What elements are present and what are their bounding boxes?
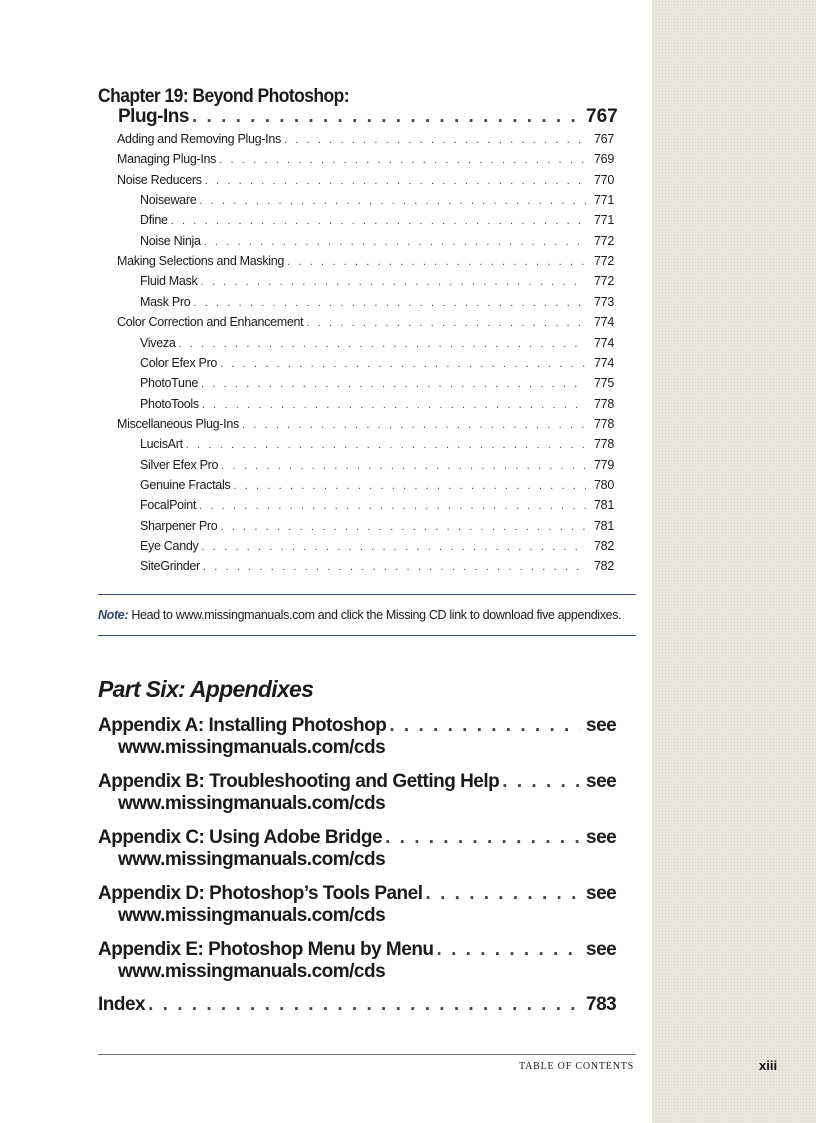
leader-dots (221, 460, 586, 472)
leader-dots (202, 399, 586, 411)
entry-page: 778 (594, 437, 614, 452)
note-callout (98, 608, 621, 622)
entry-page: 774 (594, 355, 614, 370)
entry-label: Miscellaneous Plug-Ins (117, 416, 239, 431)
subsection-entry[interactable] (98, 234, 614, 248)
appendix-url[interactable]: www.missingmanuals.com/cds (118, 737, 386, 758)
section-entry[interactable] (98, 132, 614, 146)
entry-label: Mask Pro (140, 294, 191, 309)
entry-label: SiteGrinder (140, 559, 200, 574)
entry-label: Sharpener Pro (140, 518, 218, 533)
entry-page: 772 (594, 233, 614, 248)
appendix-page: see (586, 715, 617, 736)
subsection-entry[interactable] (98, 437, 614, 451)
section-entry[interactable] (98, 173, 614, 187)
entry-label: Eye Candy (140, 539, 199, 553)
subsection-entry[interactable] (98, 539, 614, 553)
section-entry[interactable] (98, 254, 614, 268)
leader-dots (233, 480, 586, 492)
entry-label: Managing Plug-Ins (117, 152, 217, 167)
appendix-label: Appendix C: Using Adobe Bridge (98, 827, 383, 848)
entry-page: 779 (594, 457, 614, 472)
chapter-entry-label: Plug-Ins (118, 106, 189, 127)
section-entry[interactable] (98, 152, 614, 166)
appendix-page: see (586, 883, 617, 904)
subsection-entry[interactable] (98, 458, 614, 472)
entry-page: 772 (594, 274, 614, 289)
section-entry[interactable] (98, 315, 614, 329)
entry-page: 774 (594, 335, 614, 350)
entry-page: 767 (594, 132, 614, 146)
page-margin-panel (652, 0, 816, 1123)
subsection-entry[interactable] (98, 193, 614, 207)
appendix-url[interactable]: www.missingmanuals.com/cds (118, 793, 386, 814)
note-rule-bottom (98, 635, 636, 636)
index-entry[interactable] (98, 994, 617, 1016)
appendix-url[interactable]: www.missingmanuals.com/cds (118, 905, 386, 926)
appendix-entry[interactable] (98, 715, 617, 737)
leader-dots (199, 500, 586, 512)
entry-label: Noiseware (140, 193, 197, 208)
appendix-entry[interactable] (98, 771, 617, 793)
leader-dots (385, 827, 580, 849)
entry-label: Adding and Removing Plug-Ins (117, 132, 281, 146)
leader-dots (426, 883, 580, 905)
running-footer: TABLE OF CONTENTS (518, 1061, 634, 1072)
page-number: xiii (759, 1058, 778, 1073)
subsection-entry[interactable] (98, 295, 614, 309)
entry-page: 781 (594, 518, 614, 533)
index-entry-page: 783 (586, 994, 617, 1015)
leader-dots (220, 521, 586, 533)
entry-page: 770 (594, 172, 614, 187)
chapter-entry[interactable] (98, 106, 618, 128)
appendix-label: Appendix D: Photoshop’s Tools Panel (98, 883, 423, 904)
entry-label: PhotoTune (140, 376, 198, 391)
entry-page: 769 (594, 152, 614, 167)
entry-page: 773 (594, 294, 614, 309)
subsection-entry[interactable] (98, 478, 614, 492)
subsection-entry[interactable] (98, 559, 614, 573)
leader-dots (220, 358, 586, 370)
leader-dots (284, 134, 586, 146)
subsection-entry[interactable] (98, 397, 614, 411)
leader-dots (201, 378, 586, 390)
appendix-entry[interactable] (98, 883, 617, 905)
entry-label: Color Correction and Enhancement (117, 315, 304, 330)
appendix-label: Appendix E: Photoshop Menu by Menu (98, 939, 434, 960)
footer-rule (98, 1054, 636, 1055)
note-label: Note: (98, 608, 129, 622)
appendix-url[interactable]: www.missingmanuals.com/cds (118, 849, 386, 870)
chapter-entry-page: 767 (586, 106, 618, 127)
leader-dots (205, 175, 586, 187)
entry-label: Dfine (140, 213, 168, 228)
leader-dots (199, 195, 586, 207)
appendix-page: see (586, 939, 617, 960)
entry-label: Color Efex Pro (140, 355, 218, 370)
appendix-page: see (586, 827, 617, 848)
entry-page: 778 (594, 416, 614, 431)
leader-dots (148, 994, 580, 1016)
appendix-label: Appendix A: Installing Photoshop (98, 715, 387, 736)
subsection-entry[interactable] (98, 376, 614, 390)
subsection-entry[interactable] (98, 498, 614, 512)
entry-label: LucisArt (140, 437, 183, 452)
leader-dots (287, 256, 586, 268)
leader-dots (203, 561, 586, 573)
leader-dots (179, 338, 587, 350)
appendix-page: see (586, 771, 617, 792)
note-rule-top (98, 594, 636, 595)
leader-dots (219, 154, 586, 166)
leader-dots (201, 541, 586, 553)
entry-label: Making Selections and Masking (117, 254, 285, 269)
appendix-label: Appendix B: Troubleshooting and Getting Help (98, 771, 500, 792)
leader-dots (389, 715, 580, 737)
leader-dots (502, 771, 580, 793)
appendix-entry[interactable] (98, 827, 617, 849)
appendix-entry[interactable] (98, 939, 617, 961)
chapter-title: Chapter 19: Beyond Photoshop: (98, 86, 350, 107)
subsection-entry[interactable] (98, 356, 614, 370)
leader-dots (437, 939, 580, 961)
leader-dots (192, 106, 580, 128)
leader-dots (204, 236, 586, 248)
entry-page: 781 (594, 498, 614, 513)
entry-page: 782 (594, 559, 614, 574)
leader-dots (242, 419, 586, 431)
leader-dots (306, 317, 586, 329)
entry-label: Noise Ninja (140, 233, 201, 248)
entry-label: Fluid Mask (140, 274, 198, 289)
entry-label: Silver Efex Pro (140, 457, 219, 472)
section-entry[interactable] (98, 417, 614, 431)
subsection-entry[interactable] (98, 519, 614, 533)
entry-page: 774 (594, 315, 614, 330)
entry-label: Genuine Fractals (140, 477, 231, 492)
subsection-entry[interactable] (98, 213, 614, 227)
part-title: Part Six: Appendixes (98, 676, 314, 702)
entry-page: 778 (594, 396, 614, 411)
leader-dots (200, 276, 586, 288)
leader-dots (193, 297, 586, 309)
index-entry-label: Index (98, 994, 146, 1015)
note-text: Head to www.missingmanuals.com and click the Missing CD link to download five appendixes. (131, 608, 622, 622)
entry-page: 775 (594, 376, 614, 391)
appendix-url[interactable]: www.missingmanuals.com/cds (118, 961, 386, 982)
entry-page: 772 (594, 254, 614, 269)
leader-dots (186, 439, 586, 451)
entry-page: 782 (594, 539, 614, 553)
subsection-entry[interactable] (98, 274, 614, 288)
entry-page: 771 (594, 193, 614, 208)
entry-label: Noise Reducers (117, 172, 202, 187)
entry-page: 780 (594, 477, 614, 492)
subsection-entry[interactable] (98, 336, 614, 350)
entry-label: PhotoTools (140, 396, 199, 411)
entry-label: Viveza (140, 335, 176, 350)
entry-page: 771 (594, 213, 614, 228)
entry-label: FocalPoint (140, 498, 197, 513)
leader-dots (171, 215, 586, 227)
